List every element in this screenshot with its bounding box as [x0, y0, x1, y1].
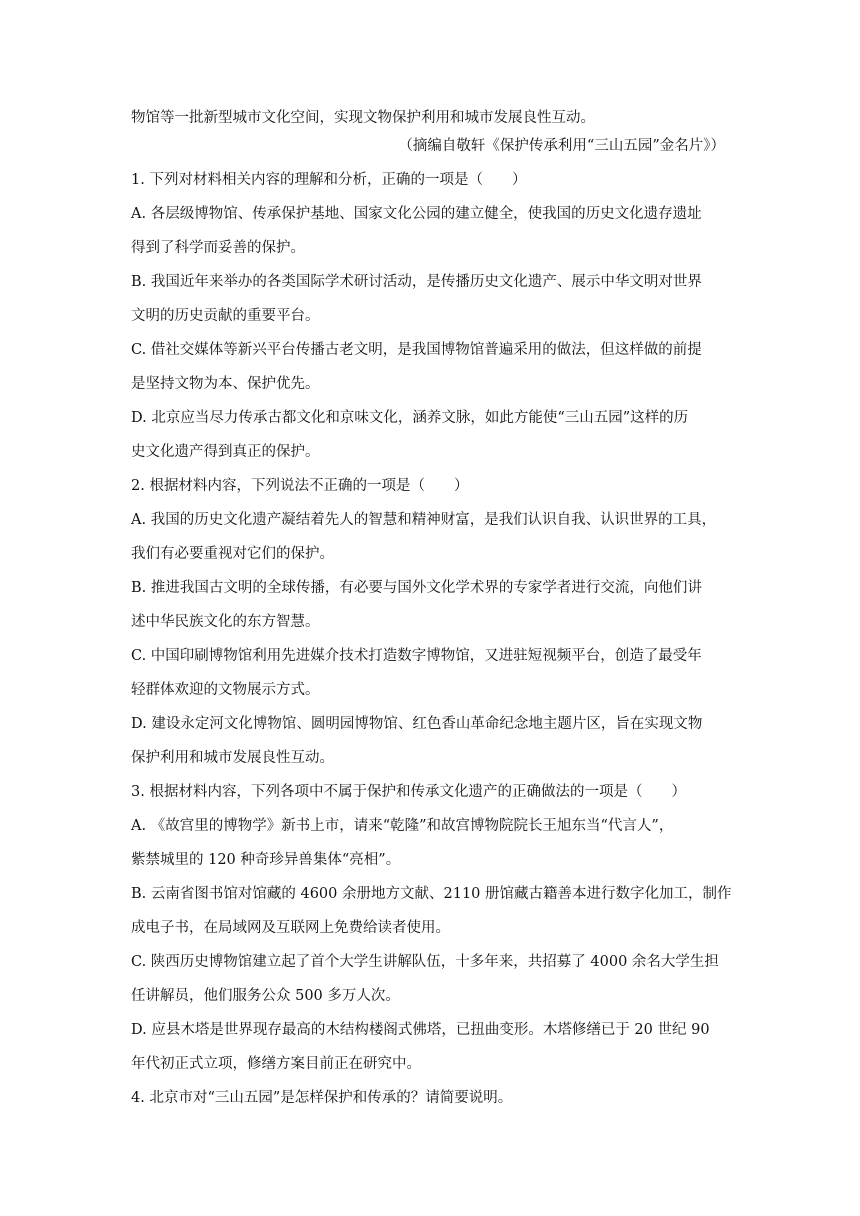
question-1-stem: 1. 下列对材料相关内容的理解和分析，正确的一项是（ ） — [131, 172, 527, 188]
question-3-option-a-line-2: 紫禁城里的 120 种奇珍异兽集体“亮相”。 — [131, 852, 401, 868]
question-2-option-b-line-2: 述中华民族文化的东方智慧。 — [131, 614, 320, 630]
question-1-option-d-line-1: D. 北京应当尽力传承古都文化和京味文化，涵养文脉，如此方能使“三山五园”这样的历 — [131, 410, 689, 426]
question-1-option-d-line-2: 史文化遗产得到真正的保护。 — [131, 444, 320, 460]
question-1-option-a-line-2: 得到了科学而妥善的保护。 — [131, 240, 305, 256]
question-2-option-c-line-2: 轻群体欢迎的文物展示方式。 — [131, 682, 320, 698]
question-3-option-b-line-1: B. 云南省图书馆对馆藏的 4600 余册地方文献、2110 册馆藏古籍善本进行数字化加工，制作 — [131, 886, 732, 902]
question-2-option-a-line-1: A. 我国的历史文化遗产凝结着先人的智慧和精神财富，是我们认识自我、认识世界的工具， — [131, 512, 717, 528]
question-3-option-b-line-2: 成电子书，在局域网及互联网上免费给读者使用。 — [131, 920, 450, 936]
question-1-option-b-line-1: B. 我国近年来举办的各类国际学术研讨活动，是传播历史文化遗产、展示中华文明对世界 — [131, 274, 702, 290]
question-2-stem: 2. 根据材料内容，下列说法不正确的一项是（ ） — [131, 478, 469, 494]
question-3-option-a-line-1: A. 《故宫里的博物学》新书上市，请来“乾隆”和故宫博物院院长王旭东当“代言人”， — [131, 818, 674, 834]
question-3-option-c-line-1: C. 陕西历史博物馆建立起了首个大学生讲解队伍，十多年来，共招募了 4000 余名大学生担 — [131, 954, 719, 970]
question-2-option-d-line-1: D. 建设永定河文化博物馆、圆明园博物馆、红色香山革命纪念地主题片区，旨在实现文物 — [131, 716, 703, 732]
intro-line: 物馆等一批新型城市文化空间，实现文物保护利用和城市发展良性互动。 — [131, 110, 595, 126]
question-3-option-c-line-2: 任讲解员，他们服务公众 500 多万人次。 — [131, 988, 400, 1004]
question-2-option-d-line-2: 保护利用和城市发展良性互动。 — [131, 750, 334, 766]
document-content — [131, 108, 731, 1118]
question-2-option-c-line-1: C. 中国印刷博物馆利用先进媒介技术打造数字博物馆，又进驻短视频平台，创造了最受年 — [131, 648, 702, 664]
question-1-option-c-line-2: 是坚持文物为本、保护优先。 — [131, 376, 320, 392]
question-1-option-a-line-1: A. 各层级博物馆、传承保护基地、国家文化公园的建立健全，使我国的历史文化遗存遗址 — [131, 206, 702, 222]
question-3-option-d-line-1: D. 应县木塔是世界现存最高的木结构楼阁式佛塔，已扭曲变形。木塔修缮已于 20 世纪 90 — [131, 1022, 710, 1038]
question-2-option-b-line-1: B. 推进我国古文明的全球传播，有必要与国外文化学术界的专家学者进行交流，向他们讲 — [131, 580, 702, 596]
source-citation: （摘编自敬轩《保护传承利用“三山五园”金名片》） — [398, 138, 725, 154]
question-1-option-c-line-1: C. 借社交媒体等新兴平台传播古老文明，是我国博物馆普遍采用的做法，但这样做的前提 — [131, 342, 702, 358]
question-3-stem: 3. 根据材料内容，下列各项中不属于保护和传承文化遗产的正确做法的一项是（ ） — [131, 784, 686, 800]
question-3-option-d-line-2: 年代初正式立项，修缮方案目前正在研究中。 — [131, 1056, 421, 1072]
question-2-option-a-line-2: 我们有必要重视对它们的保护。 — [131, 546, 334, 562]
question-4-stem: 4. 北京市对“三山五园”是怎样保护和传承的？请简要说明。 — [131, 1090, 513, 1106]
question-1-option-b-line-2: 文明的历史贡献的重要平台。 — [131, 308, 320, 324]
